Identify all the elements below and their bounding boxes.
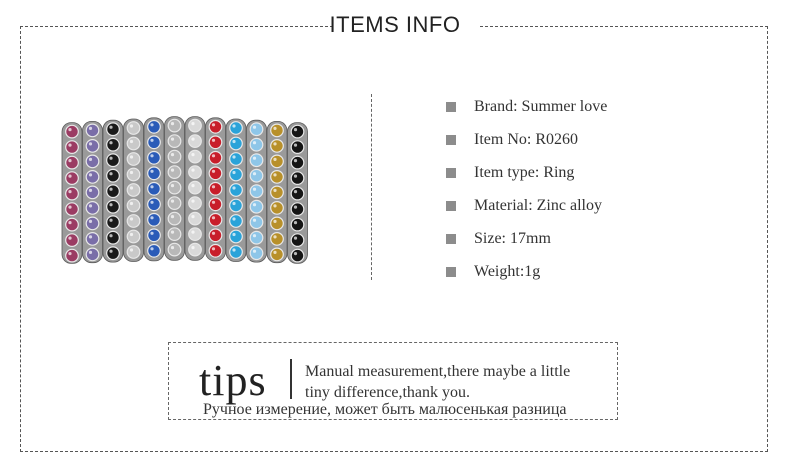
tips-text-russian: Ручное измерение, может быть малюсенькая разница (203, 401, 567, 418)
ring-11 (267, 121, 287, 262)
tips-separator (290, 359, 292, 399)
item-info-list (446, 90, 607, 288)
ring-8 (206, 118, 226, 261)
tips-title: tips (199, 356, 267, 405)
info-item-number (446, 123, 607, 156)
info-item-weight (446, 255, 607, 288)
bullet-icon (446, 201, 456, 211)
product-image (58, 104, 318, 274)
ring-12 (288, 123, 308, 264)
info-text: Size: 17mm (474, 229, 551, 247)
info-text: Brand: Summer love (474, 97, 608, 115)
tips-text-line1: Manual measurement,there maybe a little (305, 363, 571, 380)
ring-9 (226, 119, 246, 262)
info-text: Weight:1g (474, 262, 541, 280)
info-item-brand (446, 90, 607, 123)
info-item-type (446, 156, 607, 189)
bullet-icon (446, 234, 456, 244)
vertical-divider (371, 94, 372, 280)
bullet-icon (446, 168, 456, 178)
info-item-material (446, 189, 607, 222)
ring-5 (144, 118, 164, 261)
bullet-icon (446, 267, 456, 277)
ring-2 (83, 121, 103, 262)
ring-4 (124, 119, 144, 262)
bullet-icon (446, 135, 456, 145)
info-text: Item type: Ring (474, 163, 575, 181)
info-text: Item No: R0260 (474, 130, 578, 148)
ring-10 (247, 120, 267, 262)
tips-text-line2: tiny difference,thank you. (305, 384, 470, 401)
info-item-size (446, 222, 607, 255)
tips-box (168, 342, 618, 420)
page-title: ITEMS INFO (329, 12, 461, 37)
ring-7 (185, 117, 205, 261)
ring-1 (62, 123, 82, 264)
ring-3 (103, 120, 123, 262)
info-text: Material: Zinc alloy (474, 196, 602, 214)
ring-6 (165, 117, 185, 261)
bullet-icon (446, 102, 456, 112)
